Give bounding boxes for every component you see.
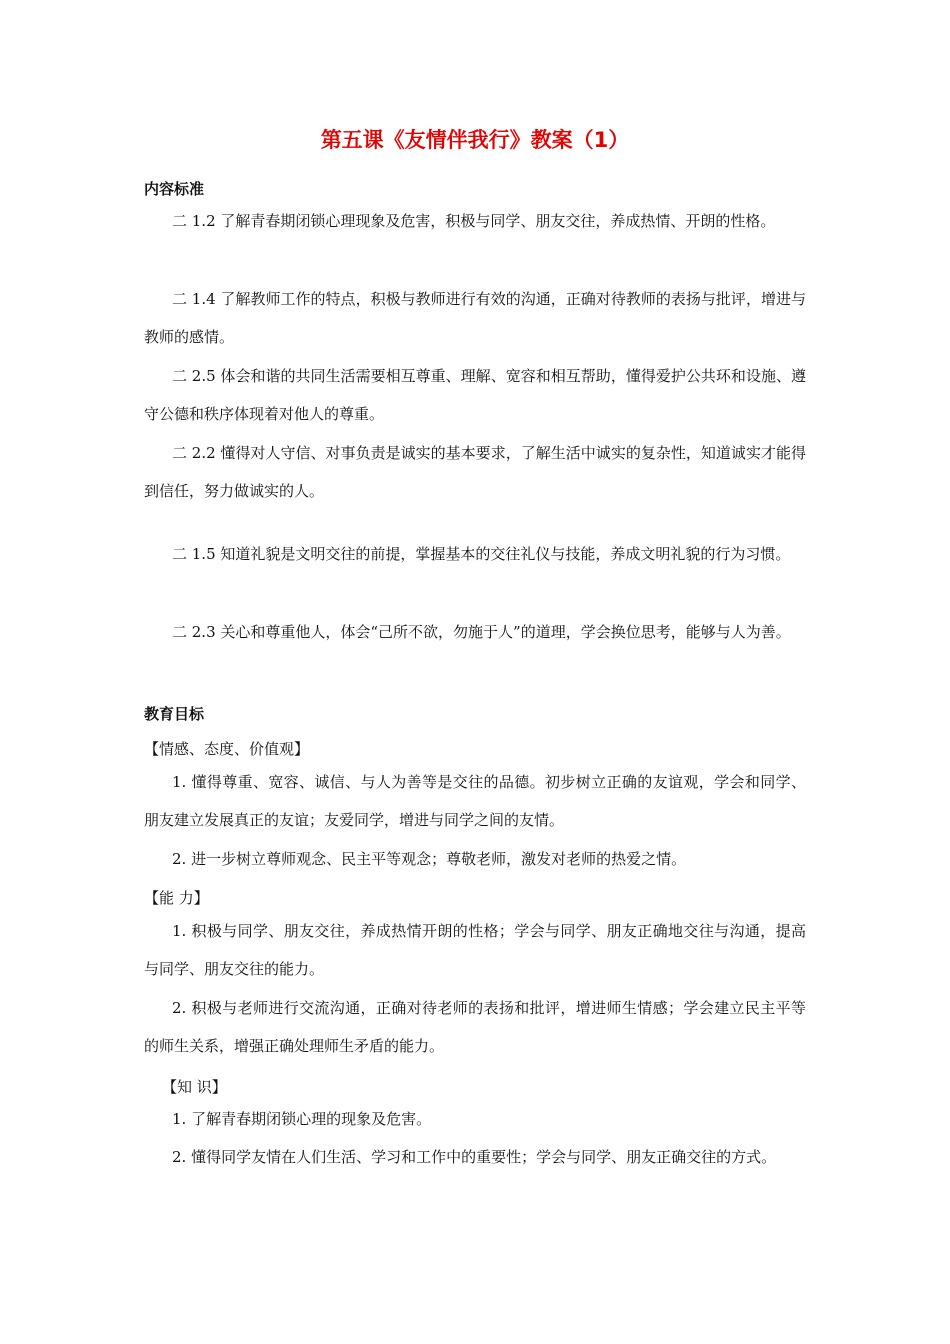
subsection-label-ability: 【能 力】	[144, 889, 209, 907]
standard-item: 二 1.4 了解教师工作的特点，积极与教师进行有效的沟通，正确对待教师的表扬与批评，增进与教师的感情。	[144, 290, 806, 346]
document-title: 第五课《友情伴我行》教案（1）	[320, 128, 630, 152]
standard-item: 二 2.2 懂得对人守信、对事负责是诚实的基本要求，了解生活中诚实的复杂性，知道诚实才能得到信任，努力做诚实的人。	[144, 444, 806, 500]
subsection-label-emotion: 【情感、态度、价值观】	[144, 740, 310, 758]
goal-item: 2. 进一步树立尊师观念、民主平等观念；尊敬老师，激发对老师的热爱之情。	[172, 850, 687, 868]
goal-item: 1. 懂得尊重、宽容、诚信、与人为善等是交往的品德。初步树立正确的友谊观，学会和同学、朋友建立发展真正的友谊；友爱同学，增进与同学之间的友情。	[144, 773, 806, 829]
standard-item: 二 1.5 知道礼貌是文明交往的前提，掌握基本的交往礼仪与技能，养成文明礼貌的行为习惯。	[172, 545, 791, 563]
goal-item: 2. 积极与老师进行交流沟通，正确对待老师的表扬和批评，增进师生情感；学会建立民主平等的师生关系，增强正确处理师生矛盾的能力。	[144, 999, 806, 1055]
standard-item: 二 2.5 体会和谐的共同生活需要相互尊重、理解、宽容和相互帮助，懂得爱护公共环和设施、遵守公德和秩序体现着对他人的尊重。	[144, 367, 806, 423]
goal-item: 1. 了解青春期闭锁心理的现象及危害。	[172, 1110, 432, 1128]
subsection-label-knowledge: 【知 识】	[162, 1078, 227, 1096]
section-heading-goals: 教育目标	[144, 705, 205, 723]
section-heading-content-standard: 内容标准	[144, 180, 205, 198]
standard-item: 二 1.2 了解青春期闭锁心理现象及危害，积极与同学、朋友交往，养成热情、开朗的性格。	[172, 212, 776, 230]
goal-item: 1. 积极与同学、朋友交往，养成热情开朗的性格；学会与同学、朋友正确地交往与沟通，提高与同学、朋友交往的能力。	[144, 922, 806, 978]
goal-item: 2. 懂得同学友情在人们生活、学习和工作中的重要性；学会与同学、朋友正确交往的方式。	[172, 1148, 777, 1166]
standard-item: 二 2.3 关心和尊重他人，体会“己所不欲，勿施于人”的道理，学会换位思考，能够与人为善。	[172, 623, 791, 641]
